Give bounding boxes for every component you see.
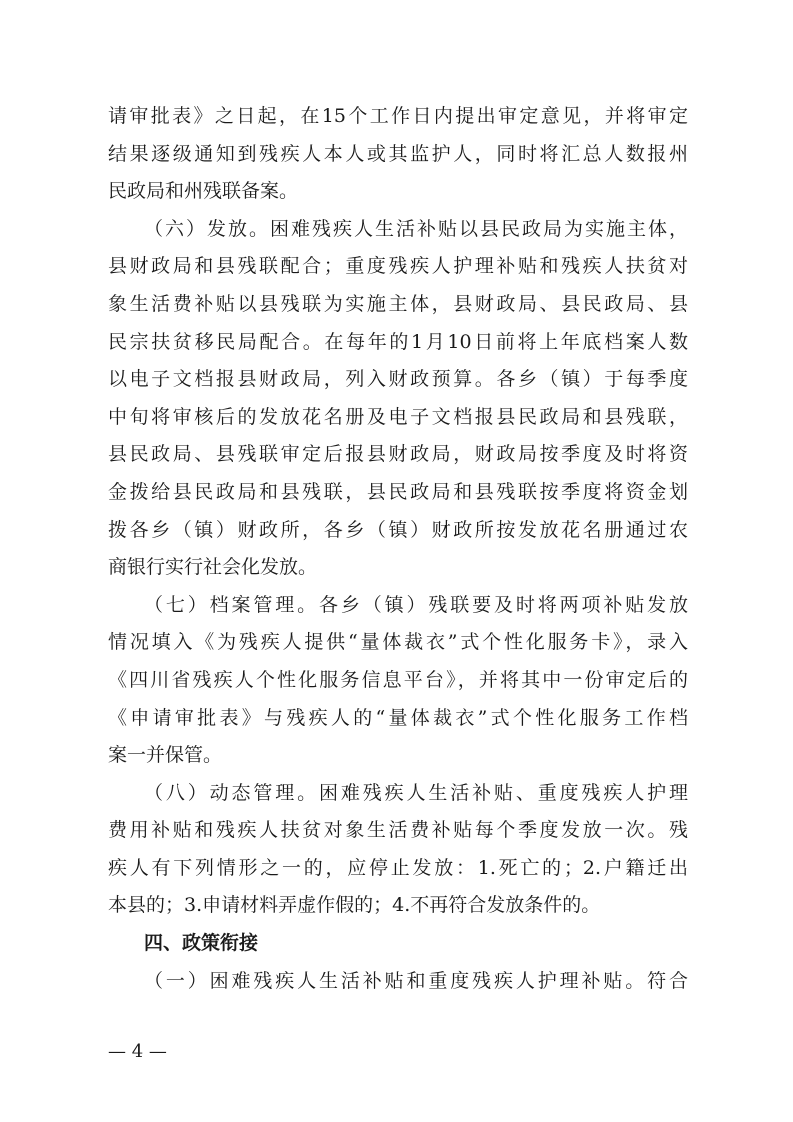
paragraph-start-line: （八）动态管理。困难残疾人生活补贴、重度残疾人护理 [144, 781, 688, 804]
text-line: 疾人有下列情形之一的，应停止发放：1.死亡的；2.户籍迁出 [108, 856, 688, 879]
text-line: 金拨给县民政局和县残联，县民政局和县残联按季度将资金划 [108, 480, 688, 503]
text-line: 象生活费补贴以县残联为实施主体，县财政局、县民政局、县 [108, 292, 688, 315]
text-line: 费用补贴和残疾人扶贫对象生活费补贴每个季度发放一次。残 [108, 819, 688, 842]
paragraph-start-line: （六）发放。困难残疾人生活补贴以县民政局为实施主体， [144, 217, 688, 240]
text-line: 商银行实行社会化发放。 [108, 556, 318, 579]
text-line: 本县的；3.申请材料弄虚作假的；4.不再符合发放条件的。 [108, 894, 601, 917]
text-line: 以电子文档报县财政局，列入财政预算。各乡（镇）于每季度 [108, 368, 688, 391]
text-line: 民宗扶贫移民局配合。在每年的1月10日前将上年底档案人数 [108, 330, 688, 353]
text-line: 中旬将审核后的发放花名册及电子文档报县民政局和县残联， [108, 405, 688, 428]
text-line: 拨各乡（镇）财政所，各乡（镇）财政所按发放花名册通过农 [108, 518, 688, 541]
text-line: 民政局和州残联备案。 [108, 180, 299, 203]
text-line: 情况填入《为残疾人提供“量体裁衣”式个性化服务卡》，录入 [108, 631, 688, 654]
text-line: 县民政局、县残联审定后报县财政局，财政局按季度及时将资 [108, 443, 688, 466]
paragraph-start-line: （七）档案管理。各乡（镇）残联要及时将两项补贴发放 [144, 593, 688, 616]
text-line: 案一并保管。 [108, 744, 223, 767]
paragraph-start-line: （一）困难残疾人生活补贴和重度残疾人护理补贴。符合 [144, 969, 688, 992]
text-line: 《申请审批表》与残疾人的“量体裁衣”式个性化服务工作档 [108, 706, 688, 729]
text-line: 《四川省残疾人个性化服务信息平台》，并将其中一份审定后的 [108, 668, 688, 691]
page-number: — 4 — [108, 1041, 167, 1062]
text-line: 结果逐级通知到残疾人本人或其监护人，同时将汇总人数报州 [108, 142, 688, 165]
section-heading: 四、政策衔接 [144, 932, 259, 955]
text-line: 县财政局和县残联配合；重度残疾人护理补贴和残疾人扶贫对 [108, 255, 688, 278]
text-line: 请审批表》之日起，在15个工作日内提出审定意见，并将审定 [108, 105, 688, 127]
document-body [108, 98, 688, 1000]
